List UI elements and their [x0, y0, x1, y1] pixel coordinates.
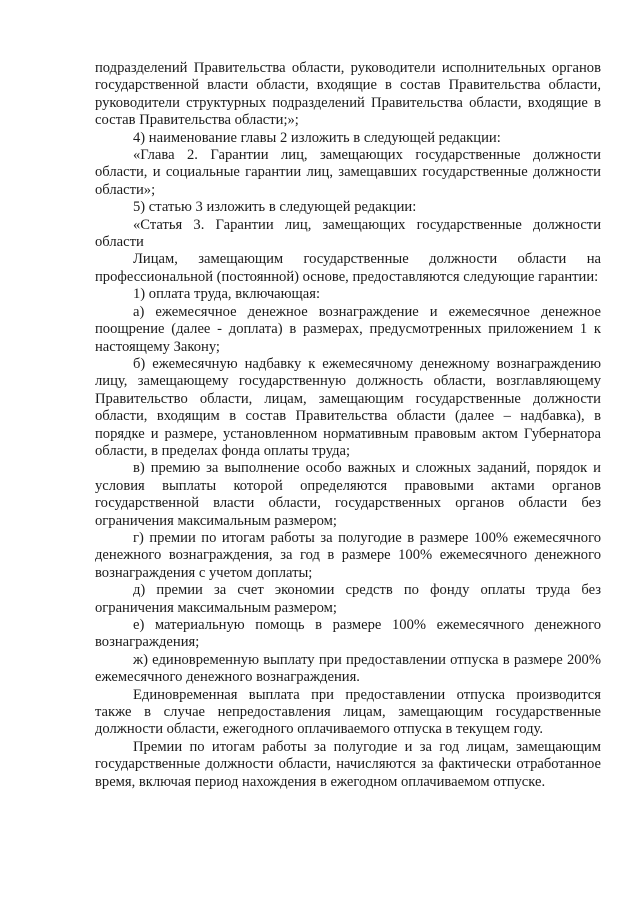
- paragraph-14: ж) единовременную выплату при предоставлении отпуска в размере 200% ежемесячного денежного вознаграждения.: [95, 651, 601, 686]
- paragraph-8: а) ежемесячное денежное вознаграждение и ежемесячное денежное поощрение (далее - доплата) в размерах, предусмотренных приложением 1 к настоящему Закону;: [95, 303, 601, 355]
- paragraph-9: б) ежемесячную надбавку к ежемесячному денежному вознаграждению лицу, замещающему государственную должность области, возглавляющему Правительство области, лицам, замещающим государственные должности области, входящим в состав Правительства области (далее – надбавка), в порядке и размере, установленном нормативным правовым актом Губернатора области, в пределах фонда оплаты труда;: [95, 355, 601, 459]
- paragraph-2: 4) наименование главы 2 изложить в следующей редакции:: [133, 129, 501, 146]
- paragraph-5: «Статья 3. Гарантии лиц, замещающих государственные должности области: [95, 216, 601, 251]
- paragraph-10: в) премию за выполнение особо важных и сложных заданий, порядок и условия выплаты которой определяются правовыми актами органов государственной власти области, государственных органов области без ограничения максимальным размером;: [95, 460, 601, 529]
- paragraph-6: Лицам, замещающим государственные должности области на профессиональной (постоянной) основе, предоставляются следующие гарантии:: [95, 251, 601, 285]
- paragraph-16: Премии по итогам работы за полугодие и за год лицам, замещающим государственные должности области, начисляются за фактически отработанное время, включая период нахождения в ежегодном оплачиваемом отпуске.: [95, 738, 601, 790]
- paragraph-12: д) премии за счет экономии средств по фонду оплаты труда без ограничения максимальным размером;: [95, 582, 601, 616]
- paragraph-15: Единовременная выплата при предоставлении отпуска производится также в случае непредоставления лицам, замещающим государственные должности области, ежегодного оплачиваемого отпуска в текущем году.: [95, 686, 601, 738]
- paragraph-4: 5) статью 3 изложить в следующей редакции:: [133, 199, 417, 216]
- paragraph-1: подразделений Правительства области, руководители исполнительных органов государственной власти области, входящие в состав Правительства области, руководители структурных подразделений Правительства области, входящие в состав Правительства области;»;: [95, 60, 601, 129]
- paragraph-3: «Глава 2. Гарантии лиц, замещающих государственные должности области, и социальные гарантии лиц, замещавших государственные должности области»;: [95, 147, 601, 198]
- document-body: [95, 60, 601, 791]
- paragraph-13: е) материальную помощь в размере 100% ежемесячного денежного вознаграждения;: [95, 617, 601, 651]
- paragraph-7: 1) оплата труда, включающая:: [133, 286, 321, 303]
- paragraph-11: г) премии по итогам работы за полугодие в размере 100% ежемесячного денежного вознаграждения, за год в размере 100% ежемесячного денежного вознаграждения с учетом доплаты;: [95, 529, 601, 581]
